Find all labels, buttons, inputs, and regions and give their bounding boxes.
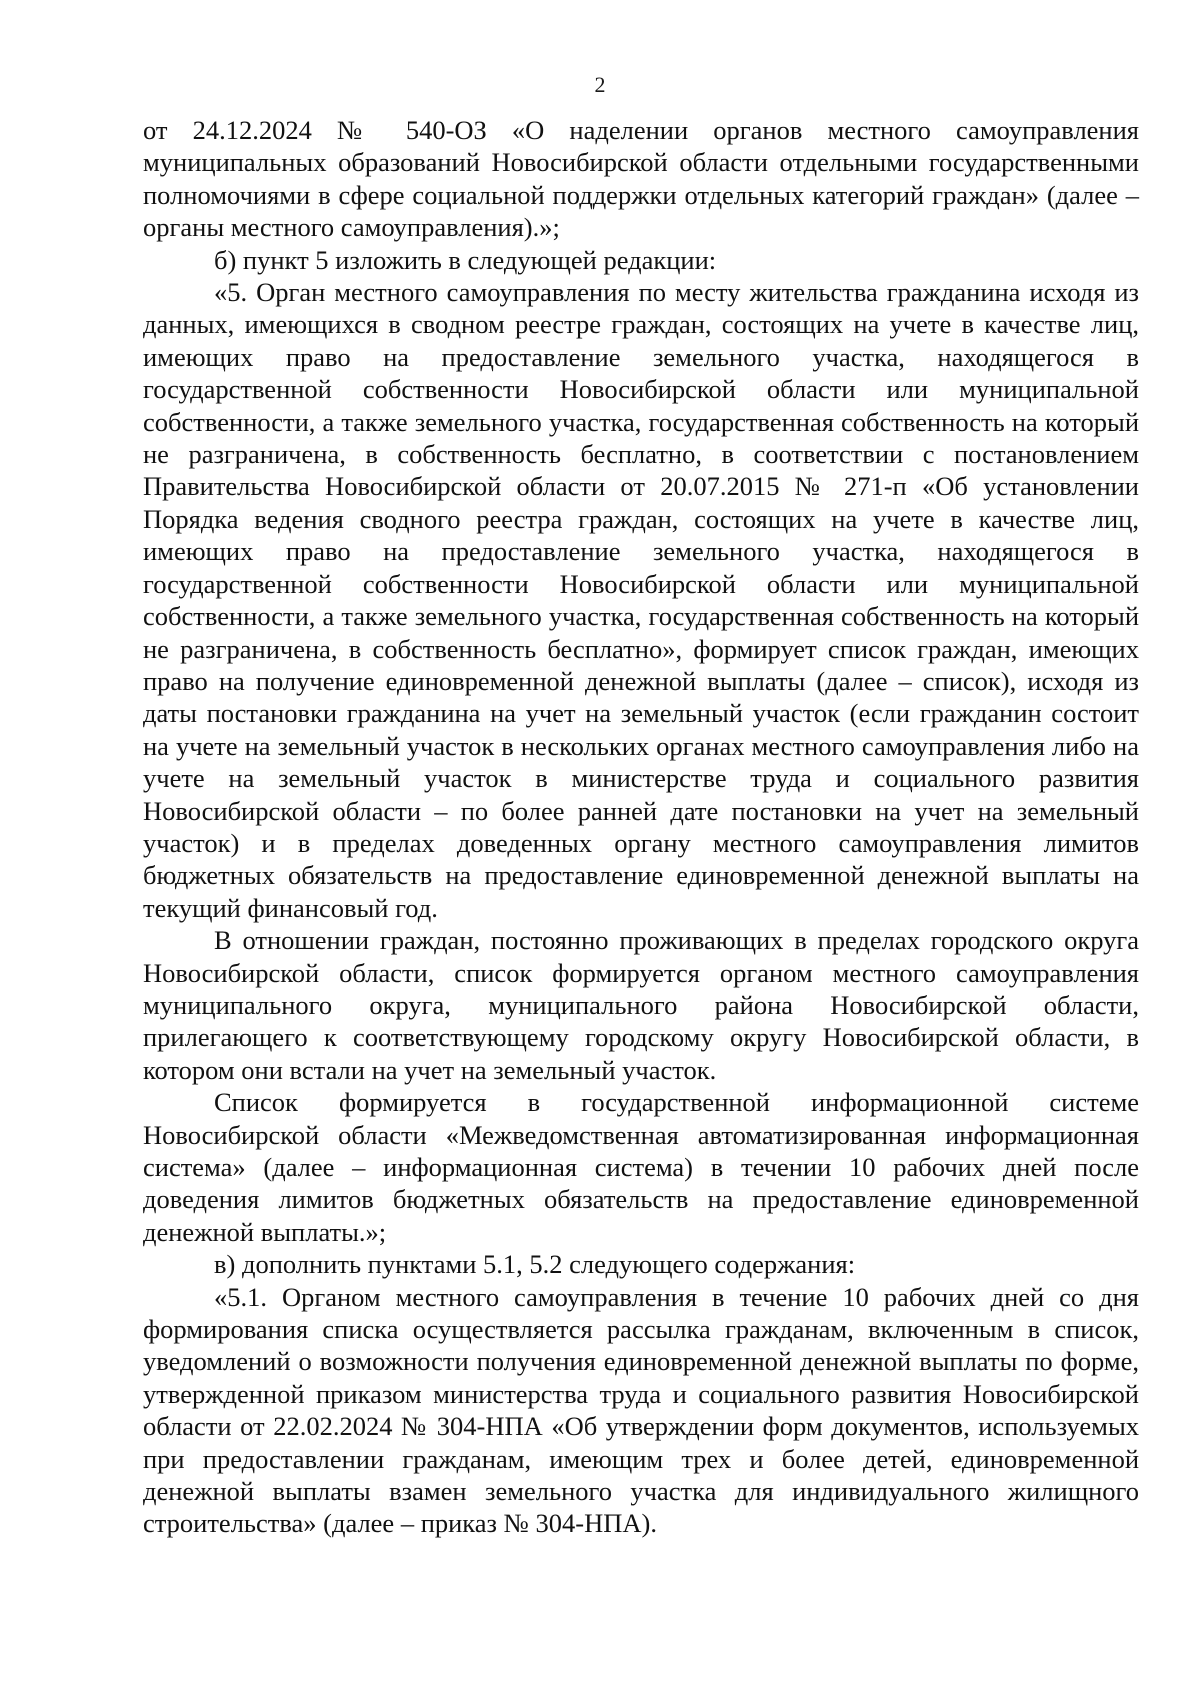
page-number: 2: [594, 72, 606, 97]
document-body: [143, 114, 1139, 1540]
paragraph-point-5-1: «5.1. Органом местного самоуправления в течение 10 рабочих дней со дня формирования списка осуществляется рассылка гражданам, включенным в список, уведомлений о возможности получения единовременной денежной выплаты по форме, утвержденной приказом министерства труда и социального развития Новосибирской области от 22.02.2024 № 304-НПА «Об утверждении форм документов, используемых при предоставлении гражданам, имеющим трех и более детей, единовременной денежной выплаты взамен земельного участка для индивидуального жилищного строительства» (далее – приказ № 304-НПА).: [143, 1281, 1139, 1539]
paragraph-point-5: «5. Орган местного самоуправления по месту жительства гражданина исходя из данных, имеющихся в сводном реестре граждан, состоящих на учете в качестве лиц, имеющих право на предоставление земельного участка, находящегося в государственной собственности Новосибирской области или муниципальной собственности, а также земельного участка, государственная собственность на который не разграничена, в собственность бесплатно, в соответствии с постановлением Правительства Новосибирской области от 20.07.2015 № 271-п «Об установлении Порядка ведения сводного реестра граждан, состоящих на учете в качестве лиц, имеющих право на предоставление земельного участка, находящегося в государственной собственности Новосибирской области или муниципальной собственности, а также земельного участка, государственная собственность на который не разграничена, в собственность бесплатно», формирует список граждан, имеющих право на получение единовременной денежной выплаты (далее – список), исходя из даты постановки гражданина на учет на земельный участок (если гражданин состоит на учете на земельный участок в нескольких органах местного самоуправления либо на учете на земельный участок в министерстве труда и социального развития Новосибирской области – по более ранней дате постановки на учет на земельный участок) и в пределах доведенных органу местного самоуправления лимитов бюджетных обязательств на предоставление единовременной денежной выплаты на текущий финансовый год.: [143, 277, 1139, 923]
paragraph-item-v: в) дополнить пунктами 5.1, 5.2 следующего содержания:: [214, 1249, 856, 1280]
paragraph-city-district: В отношении граждан, постоянно проживающих в пределах городского округа Новосибирской области, список формируется органом местного самоуправления муниципального округа, муниципального района Новосибирской области, прилегающего к соответствующему городскому округу Новосибирской области, в котором они встали на учет на земельный участок.: [143, 925, 1139, 1085]
paragraph-continuation: от 24.12.2024 № 540-ОЗ «О наделении органов местного самоуправления муниципальных образований Новосибирской области отдельными государственными полномочиями в сфере социальной поддержки отдельных категорий граждан» (далее – органы местного самоуправления).»;: [143, 115, 1139, 243]
paragraph-item-b: б) пункт 5 изложить в следующей редакции:: [214, 244, 717, 275]
paragraph-list-formation: Список формируется в государственной информационной системе Новосибирской области «Межведомственная автоматизированная информационная система» (далее – информационная система) в течении 10 рабочих дней после доведения лимитов бюджетных обязательств на предоставление единовременной денежной выплаты.»;: [143, 1087, 1139, 1247]
